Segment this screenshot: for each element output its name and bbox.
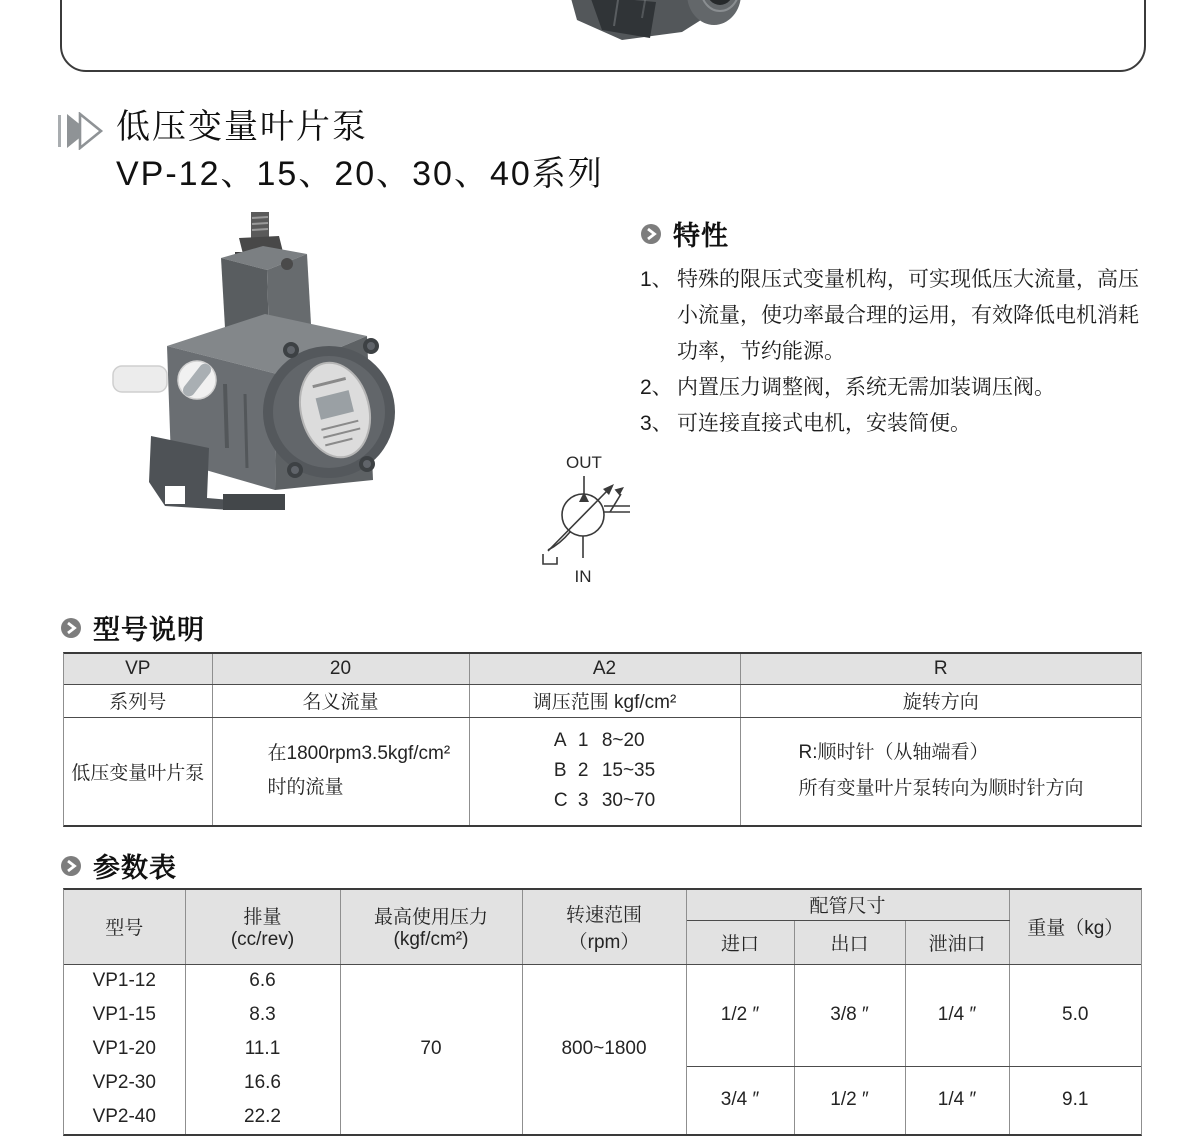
speed-range-cell: 800~1800 [522, 964, 686, 1134]
displacement-cell: 11.1 [185, 1032, 340, 1066]
rotation-cell [740, 717, 1141, 825]
code-label-cell: 名义流量 [212, 684, 469, 717]
code-label-cell: 系列号 [64, 684, 212, 717]
params-section-heading-row [60, 846, 177, 885]
drain-cell: 1/4 ″ [905, 1066, 1009, 1134]
code-cell: A2 [469, 654, 740, 684]
symbol-in-label: IN [574, 567, 592, 586]
col-header-model: 型号 [64, 890, 185, 964]
pressure-option [554, 756, 655, 786]
outlet-cell: 1/2 ″ [794, 1066, 905, 1134]
pressure-option [554, 726, 655, 756]
displacement-cell: 22.2 [185, 1100, 340, 1134]
feature-text: 特殊的限压式变量机构，可实现低压大流量，高压小流量，使功率最合理的运用，有效降低电机消耗功率，节约能源。 [677, 268, 1139, 363]
option-code: 1 [577, 730, 589, 752]
inlet-cell: 1/2 ″ [686, 964, 794, 1066]
section-bullet-icon [60, 617, 82, 639]
col-header-weight: 重量（kg） [1009, 890, 1141, 964]
option-letter: B [553, 760, 567, 782]
feature-item [640, 406, 1188, 442]
option-range: 15~35 [601, 760, 656, 782]
model-section-heading-row [60, 608, 205, 647]
col-header-max-pressure [340, 890, 522, 964]
model-cell: VP1-20 [64, 1032, 185, 1066]
drain-cell: 1/4 ″ [905, 964, 1009, 1066]
section-bullet-icon [640, 223, 662, 245]
feature-text: 可连接直接式电机，安装简便。 [677, 412, 971, 435]
option-letter: C [553, 790, 568, 812]
displacement-cell: 6.6 [185, 964, 340, 998]
feature-text: 内置压力调整阀，系统无需加装调压阀。 [677, 376, 1055, 399]
weight-cell: 9.1 [1062, 1089, 1089, 1111]
header-line2: （rpm） [568, 931, 640, 953]
model-cell: VP2-30 [64, 1066, 185, 1100]
code-cell: VP [64, 654, 212, 684]
rotation-line2: 所有变量叶片泵转向为顺时针方向 [798, 778, 1084, 800]
col-header-drain: 泄油口 [905, 920, 1009, 964]
page-title [116, 104, 604, 198]
product-photo-frame [60, 0, 1146, 72]
page-title-block [58, 104, 604, 198]
feature-item [640, 262, 1188, 370]
header-line1: 转速范围 [565, 904, 642, 926]
pressure-option [554, 786, 655, 816]
col-header-inlet: 进口 [686, 920, 794, 964]
col-header-displacement [185, 890, 340, 964]
model-cell: VP2-40 [64, 1100, 185, 1134]
header-line2: (kgf/cm²) [393, 929, 469, 951]
col-header-outlet: 出口 [794, 920, 905, 964]
nominal-flow-cell [212, 717, 469, 825]
pump-photo-top-partial-image [62, 0, 1144, 70]
page-title-line2: VP-12、15、20、30、40系列 [116, 155, 604, 193]
model-cell: VP1-15 [64, 998, 185, 1032]
page-title-line1: 低压变量叶片泵 [116, 108, 368, 146]
code-cell: R [740, 654, 1141, 684]
feature-number: 1、 [640, 268, 673, 291]
option-code: 3 [577, 790, 589, 812]
pressure-range-cell [469, 717, 740, 825]
double-triangle-icon [58, 112, 104, 150]
section-bullet-icon [60, 855, 82, 877]
code-label-cell: 调压范围 kgf/cm² [469, 684, 740, 717]
model-section-heading: 型号说明 [93, 615, 205, 645]
max-pressure-cell: 70 [340, 964, 522, 1134]
features-section [640, 214, 1188, 442]
model-code-table [63, 652, 1142, 827]
rotation-line1: R:顺时针（从轴端看） [798, 742, 989, 764]
series-name-cell: 低压变量叶片泵 [64, 717, 212, 825]
option-range: 30~70 [601, 790, 656, 812]
code-label-cell: 旋转方向 [740, 684, 1141, 717]
features-list [640, 262, 1188, 442]
code-cell: 20 [212, 654, 469, 684]
inlet-cell: 3/4 ″ [686, 1066, 794, 1134]
option-letter: A [553, 730, 567, 752]
col-header-speed-range [522, 890, 686, 964]
header-line2: (cc/rev) [230, 929, 295, 951]
params-section-heading: 参数表 [93, 853, 177, 883]
weight-cell: 5.0 [1009, 964, 1141, 1066]
header-line1: 最高使用压力 [373, 907, 488, 929]
displacement-cell: 8.3 [185, 998, 340, 1032]
option-code: 2 [577, 760, 589, 782]
feature-number: 3、 [640, 412, 673, 435]
pump-hydraulic-symbol [518, 444, 710, 590]
displacement-cell: 16.6 [185, 1066, 340, 1100]
symbol-out-label: OUT [566, 453, 602, 472]
header-line1: 排量 [243, 907, 282, 929]
feature-number: 2、 [640, 376, 673, 399]
flow-line1: 在1800rpm3.5kgf/cm² [267, 743, 451, 765]
option-range: 8~20 [601, 730, 645, 752]
features-heading: 特性 [673, 221, 729, 251]
model-cell: VP1-12 [64, 964, 185, 998]
outlet-cell: 3/8 ″ [794, 964, 905, 1066]
parameters-table [63, 888, 1142, 1136]
pump-photo [105, 198, 515, 538]
col-header-piping: 配管尺寸 [686, 890, 1009, 920]
flow-line2: 时的流量 [267, 777, 344, 799]
feature-item [640, 370, 1188, 406]
